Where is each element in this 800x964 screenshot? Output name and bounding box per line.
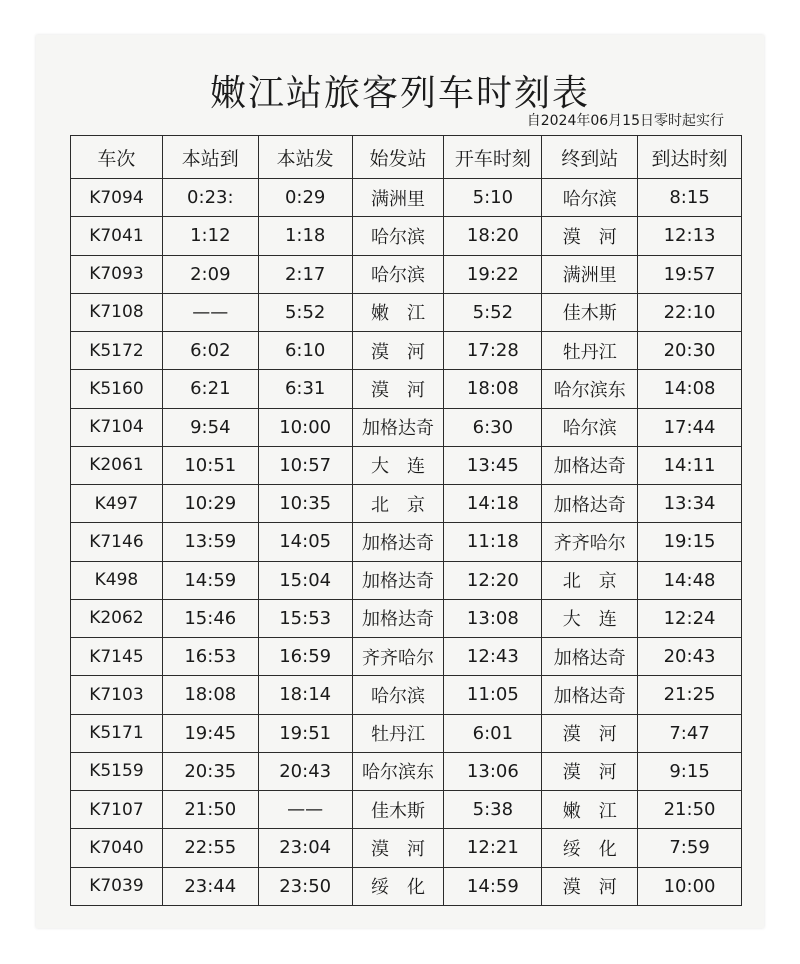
train-number: K7039 xyxy=(71,867,163,906)
destination-time: 19:15 xyxy=(638,523,742,561)
destination-station: 漠 河 xyxy=(542,714,638,752)
destination-station: 牡丹江 xyxy=(542,332,638,370)
station-depart: 14:05 xyxy=(258,523,352,561)
destination-time: 7:47 xyxy=(638,714,742,752)
header-row xyxy=(71,136,742,179)
station-arrive: 14:59 xyxy=(162,561,258,599)
table-row xyxy=(71,867,742,906)
destination-station: 绥 化 xyxy=(542,829,638,867)
train-number: K498 xyxy=(71,561,163,599)
table-row xyxy=(71,255,742,293)
station-arrive: 1:12 xyxy=(162,217,258,255)
destination-station: 佳木斯 xyxy=(542,293,638,331)
destination-time: 20:30 xyxy=(638,332,742,370)
table-row xyxy=(71,561,742,599)
station-arrive: —— xyxy=(162,293,258,331)
destination-time: 9:15 xyxy=(638,752,742,790)
destination-station: 北 京 xyxy=(542,561,638,599)
station-depart: —— xyxy=(258,791,352,829)
destination-time: 12:24 xyxy=(638,599,742,637)
train-number: K5160 xyxy=(71,370,163,408)
destination-station: 大 连 xyxy=(542,599,638,637)
station-depart: 0:29 xyxy=(258,179,352,217)
column-header-destination-time: 到达时刻 xyxy=(638,136,742,179)
destination-time: 20:43 xyxy=(638,638,742,676)
destination-time: 22:10 xyxy=(638,293,742,331)
table-row xyxy=(71,676,742,714)
destination-time: 21:50 xyxy=(638,791,742,829)
origin-time: 14:59 xyxy=(444,867,542,906)
train-number: K7108 xyxy=(71,293,163,331)
train-number: K7107 xyxy=(71,791,163,829)
page-title: 嫩江站旅客列车时刻表 xyxy=(209,73,590,114)
effective-date-note: 自2024年06月15日零时起实行 xyxy=(526,113,724,129)
origin-station: 加格达奇 xyxy=(352,561,444,599)
destination-station: 漠 河 xyxy=(542,217,638,255)
table-row xyxy=(71,714,742,752)
origin-time: 18:20 xyxy=(444,217,542,255)
destination-station: 哈尔滨 xyxy=(542,408,638,446)
column-header-depart: 本站发 xyxy=(258,136,352,179)
station-arrive: 19:45 xyxy=(162,714,258,752)
origin-station: 漠 河 xyxy=(352,370,444,408)
train-number: K7103 xyxy=(71,676,163,714)
table-row xyxy=(71,485,742,523)
destination-time: 14:48 xyxy=(638,561,742,599)
station-depart: 5:52 xyxy=(258,293,352,331)
origin-station: 哈尔滨 xyxy=(352,255,444,293)
station-depart: 18:14 xyxy=(258,676,352,714)
station-arrive: 21:50 xyxy=(162,791,258,829)
station-depart: 1:18 xyxy=(258,217,352,255)
station-arrive: 6:21 xyxy=(162,370,258,408)
station-arrive: 10:51 xyxy=(162,446,258,484)
origin-station: 加格达奇 xyxy=(352,408,444,446)
station-arrive: 9:54 xyxy=(162,408,258,446)
origin-time: 13:06 xyxy=(444,752,542,790)
origin-station: 北 京 xyxy=(352,485,444,523)
origin-station: 满洲里 xyxy=(352,179,444,217)
origin-time: 17:28 xyxy=(444,332,542,370)
origin-station: 嫩 江 xyxy=(352,293,444,331)
origin-station: 加格达奇 xyxy=(352,523,444,561)
station-depart: 10:00 xyxy=(258,408,352,446)
station-arrive: 15:46 xyxy=(162,599,258,637)
station-depart: 15:53 xyxy=(258,599,352,637)
station-depart: 2:17 xyxy=(258,255,352,293)
origin-station: 佳木斯 xyxy=(352,791,444,829)
origin-time: 5:38 xyxy=(444,791,542,829)
station-depart: 19:51 xyxy=(258,714,352,752)
origin-time: 6:30 xyxy=(444,408,542,446)
train-number: K7093 xyxy=(71,255,163,293)
table-row xyxy=(71,446,742,484)
destination-station: 哈尔滨 xyxy=(542,179,638,217)
train-number: K7145 xyxy=(71,638,163,676)
destination-time: 8:15 xyxy=(638,179,742,217)
station-depart: 6:31 xyxy=(258,370,352,408)
destination-station: 加格达奇 xyxy=(542,485,638,523)
origin-station: 漠 河 xyxy=(352,332,444,370)
station-depart: 10:35 xyxy=(258,485,352,523)
train-number: K5172 xyxy=(71,332,163,370)
destination-station: 哈尔滨东 xyxy=(542,370,638,408)
station-depart: 16:59 xyxy=(258,638,352,676)
train-number: K7094 xyxy=(71,179,163,217)
table-row xyxy=(71,523,742,561)
origin-time: 6:01 xyxy=(444,714,542,752)
destination-station: 漠 河 xyxy=(542,752,638,790)
origin-station: 哈尔滨东 xyxy=(352,752,444,790)
destination-station: 齐齐哈尔 xyxy=(542,523,638,561)
origin-station: 漠 河 xyxy=(352,829,444,867)
station-depart: 15:04 xyxy=(258,561,352,599)
destination-station: 加格达奇 xyxy=(542,446,638,484)
origin-time: 12:21 xyxy=(444,829,542,867)
origin-time: 5:10 xyxy=(444,179,542,217)
station-arrive: 16:53 xyxy=(162,638,258,676)
destination-time: 17:44 xyxy=(638,408,742,446)
station-arrive: 13:59 xyxy=(162,523,258,561)
table-row xyxy=(71,638,742,676)
destination-time: 21:25 xyxy=(638,676,742,714)
origin-station: 哈尔滨 xyxy=(352,676,444,714)
destination-station: 嫩 江 xyxy=(542,791,638,829)
origin-station: 加格达奇 xyxy=(352,599,444,637)
table-row xyxy=(71,370,742,408)
train-number: K7040 xyxy=(71,829,163,867)
destination-time: 14:08 xyxy=(638,370,742,408)
origin-station: 大 连 xyxy=(352,446,444,484)
station-depart: 23:50 xyxy=(258,867,352,906)
destination-station: 加格达奇 xyxy=(542,676,638,714)
origin-time: 13:45 xyxy=(444,446,542,484)
timetable-sheet xyxy=(36,35,764,928)
destination-station: 满洲里 xyxy=(542,255,638,293)
train-number: K7041 xyxy=(71,217,163,255)
train-number: K7104 xyxy=(71,408,163,446)
train-number: K2062 xyxy=(71,599,163,637)
origin-time: 11:18 xyxy=(444,523,542,561)
origin-time: 12:43 xyxy=(444,638,542,676)
train-number: K2061 xyxy=(71,446,163,484)
origin-time: 13:08 xyxy=(444,599,542,637)
origin-station: 牡丹江 xyxy=(352,714,444,752)
table-row xyxy=(71,829,742,867)
table-row xyxy=(71,179,742,217)
column-header-arrive: 本站到 xyxy=(162,136,258,179)
train-timetable xyxy=(70,135,742,906)
station-arrive: 18:08 xyxy=(162,676,258,714)
origin-time: 19:22 xyxy=(444,255,542,293)
station-arrive: 2:09 xyxy=(162,255,258,293)
train-number: K7146 xyxy=(71,523,163,561)
table-row xyxy=(71,791,742,829)
origin-station: 哈尔滨 xyxy=(352,217,444,255)
destination-station: 漠 河 xyxy=(542,867,638,906)
train-number: K5171 xyxy=(71,714,163,752)
station-depart: 23:04 xyxy=(258,829,352,867)
station-arrive: 0:23: xyxy=(162,179,258,217)
train-number: K497 xyxy=(71,485,163,523)
destination-station: 加格达奇 xyxy=(542,638,638,676)
station-depart: 6:10 xyxy=(258,332,352,370)
table-row xyxy=(71,332,742,370)
origin-time: 12:20 xyxy=(444,561,542,599)
origin-time: 11:05 xyxy=(444,676,542,714)
origin-station: 齐齐哈尔 xyxy=(352,638,444,676)
column-header-origin-time: 开车时刻 xyxy=(444,136,542,179)
station-arrive: 23:44 xyxy=(162,867,258,906)
destination-time: 7:59 xyxy=(638,829,742,867)
origin-time: 14:18 xyxy=(444,485,542,523)
destination-time: 10:00 xyxy=(638,867,742,906)
table-row xyxy=(71,599,742,637)
column-header-origin: 始发站 xyxy=(352,136,444,179)
train-number: K5159 xyxy=(71,752,163,790)
origin-time: 18:08 xyxy=(444,370,542,408)
station-depart: 10:57 xyxy=(258,446,352,484)
destination-time: 19:57 xyxy=(638,255,742,293)
column-header-train: 车次 xyxy=(71,136,163,179)
destination-time: 12:13 xyxy=(638,217,742,255)
station-arrive: 22:55 xyxy=(162,829,258,867)
table-row xyxy=(71,217,742,255)
destination-time: 13:34 xyxy=(638,485,742,523)
table-row xyxy=(71,752,742,790)
table-row xyxy=(71,408,742,446)
origin-station: 绥 化 xyxy=(352,867,444,906)
destination-time: 14:11 xyxy=(638,446,742,484)
station-arrive: 20:35 xyxy=(162,752,258,790)
column-header-destination: 终到站 xyxy=(542,136,638,179)
origin-time: 5:52 xyxy=(444,293,542,331)
station-arrive: 6:02 xyxy=(162,332,258,370)
station-arrive: 10:29 xyxy=(162,485,258,523)
table-row xyxy=(71,293,742,331)
station-depart: 20:43 xyxy=(258,752,352,790)
